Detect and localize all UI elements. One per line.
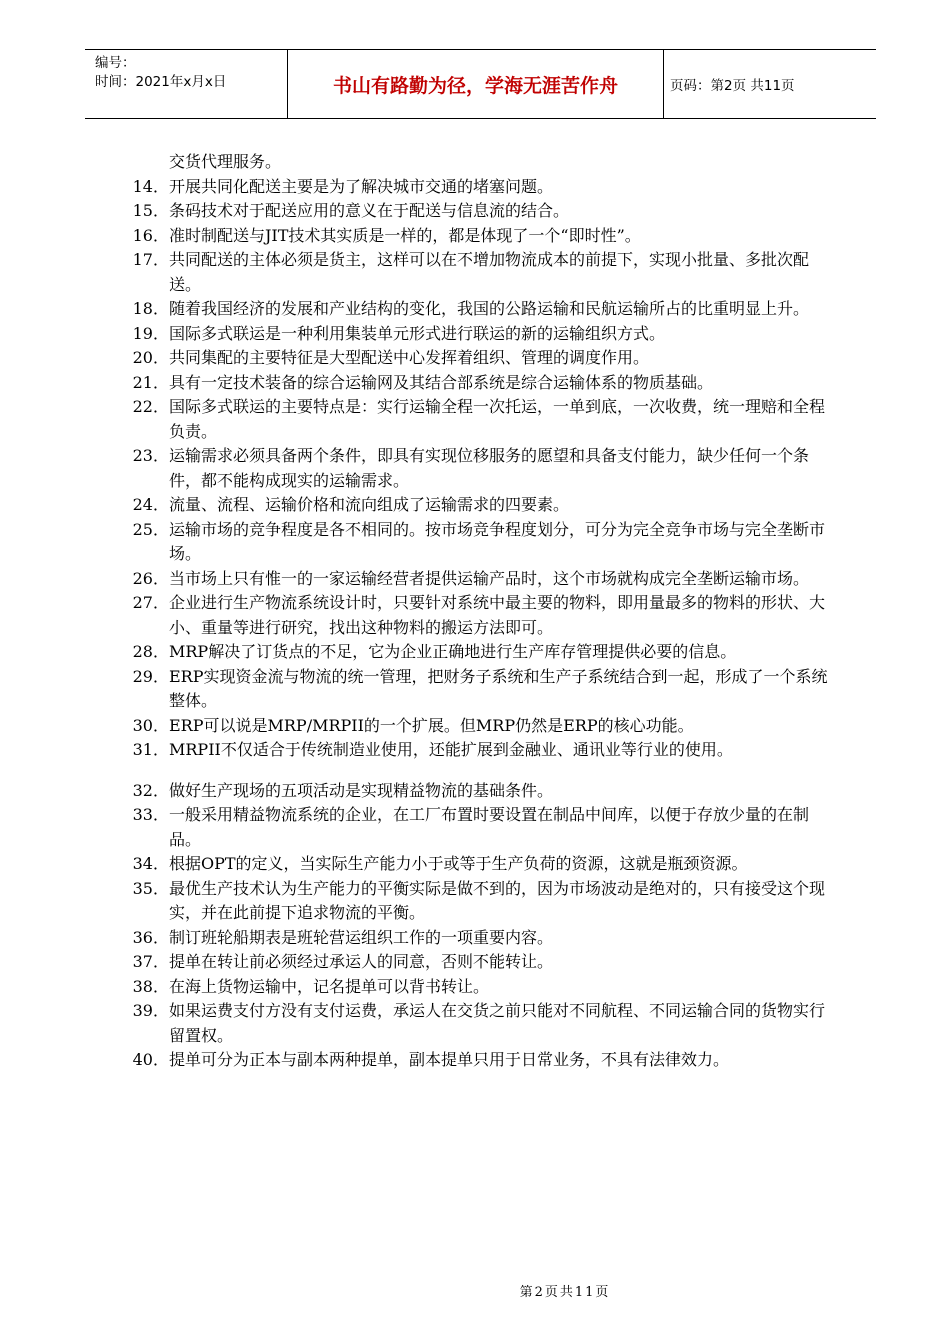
list-item <box>0 346 950 371</box>
list-item <box>0 248 950 297</box>
item-number: 17． <box>132 250 169 269</box>
item-number: 29． <box>132 666 169 686</box>
item-number: 35． <box>132 878 169 898</box>
list-item <box>0 493 950 518</box>
item-text: 做好生产现场的五项活动是实现精益物流的基础条件。 <box>169 780 554 800</box>
motto-text: 书山有路勤为径，学海无涯苦作舟 <box>332 74 618 97</box>
page-footer <box>0 1281 950 1300</box>
item-number: 37． <box>132 952 169 971</box>
item-text: ERP可以说是MRP/MRPII的一个扩展。但MRP仍然是ERP的核心功能。 <box>169 715 694 735</box>
item-number: 15． <box>132 201 169 220</box>
item-text: 共同集配的主要特征是大型配送中心发挥着组织、管理的调度作用。 <box>169 348 650 367</box>
list-item <box>0 444 950 493</box>
item-text: 具有一定技术装备的综合运输网及其结合部系统是综合运输体系的物质基础。 <box>169 372 714 392</box>
list-item <box>0 852 950 877</box>
item-text: 运输市场的竞争程度是各不相同的。按市场竞争程度划分，可分为完全竞争市场与完全垄断市场。 <box>169 519 826 563</box>
item-number: 30． <box>132 715 169 735</box>
item-number: 16． <box>132 225 169 245</box>
item-number: 28． <box>132 642 169 661</box>
header-page-info <box>670 50 795 118</box>
serial-label: 编号： <box>95 55 136 71</box>
item-number: 38． <box>132 976 169 996</box>
list-item <box>0 395 950 444</box>
item-text: 国际多式联运是一种利用集装单元形式进行联运的新的运输组织方式。 <box>169 323 666 343</box>
item-number: 26． <box>132 568 169 588</box>
list-item <box>0 877 950 926</box>
item-text: 提单在转让前必须经过承运人的同意，否则不能转让。 <box>169 952 554 971</box>
item-text: 随着我国经济的发展和产业结构的变化，我国的公路运输和民航运输所占的比重明显上升。 <box>169 299 810 318</box>
time-label: 时间：2021年x月x日 <box>95 74 227 90</box>
item-number: 40． <box>132 1050 169 1069</box>
list-item <box>0 999 950 1048</box>
item-text: 国际多式联运的主要特点是：实行运输全程一次托运，一单到底，一次收费，统一理赔和全程负责。 <box>169 397 826 441</box>
item-text: 流量、流程、运输价格和流向组成了运输需求的四要素。 <box>169 495 570 514</box>
item-text: 最优生产技术认为生产能力的平衡实际是做不到的，因为市场波动是绝对的，只有接受这个现实，并在此前提下追求物流的平衡。 <box>169 878 826 922</box>
item-number <box>0 150 169 175</box>
list-item <box>0 714 950 739</box>
item-number: 27． <box>132 593 169 612</box>
footer-page-number: 第2页共11页 <box>519 1285 611 1300</box>
page-info-text: 页码：第2页 共11页 <box>670 78 795 94</box>
header-motto-cell <box>287 50 664 118</box>
list-item <box>0 779 950 804</box>
item-text: 在海上货物运输中，记名提单可以背书转让。 <box>169 976 490 996</box>
list-item <box>0 371 950 396</box>
item-number: 34． <box>132 854 169 873</box>
item-text: 提单可分为正本与副本两种提单，副本提单只用于日常业务，不具有法律效力。 <box>169 1050 730 1069</box>
list-item <box>0 224 950 249</box>
item-number: 31． <box>132 740 169 759</box>
item-text: 制订班轮船期表是班轮营运组织工作的一项重要内容。 <box>169 927 554 947</box>
item-number: 36． <box>132 927 169 947</box>
item-text: 运输需求必须具备两个条件，即具有实现位移服务的愿望和具备支付能力，缺少任何一个条件，都不能构成现实的运输需求。 <box>169 446 810 490</box>
item-text: ERP实现资金流与物流的统一管理，把财务子系统和生产子系统结合到一起，形成了一个系统整体。 <box>169 666 828 710</box>
item-text: 如果运费支付方没有支付运费，承运人在交货之前只能对不同航程、不同运输合同的货物实行留置权。 <box>169 1001 826 1045</box>
item-number: 19． <box>132 323 169 343</box>
item-number: 21． <box>132 372 169 392</box>
item-number: 14． <box>132 176 169 196</box>
list-item <box>0 975 950 1000</box>
item-text: 共同配送的主体必须是货主，这样可以在不增加物流成本的前提下，实现小批量、多批次配送。 <box>169 250 810 294</box>
item-number: 22． <box>132 397 169 416</box>
item-text: 交货代理服务。 <box>169 152 282 171</box>
page-header <box>85 49 876 119</box>
list-item <box>0 803 950 852</box>
list-item <box>0 738 950 763</box>
item-text: 一般采用精益物流系统的企业，在工厂布置时要设置在制品中间库，以便于存放少量的在制品。 <box>169 805 810 849</box>
list-item <box>0 322 950 347</box>
item-number: 25． <box>132 519 169 539</box>
item-text: MRP解决了订货点的不足，它为企业正确地进行生产库存管理提供必要的信息。 <box>169 642 737 661</box>
list-item <box>0 175 950 200</box>
item-number: 32． <box>132 780 169 800</box>
item-number: 23． <box>132 446 169 465</box>
list-item <box>0 150 950 175</box>
item-number: 18． <box>132 299 169 318</box>
document-body <box>0 150 950 1073</box>
item-text: 当市场上只有惟一的一家运输经营者提供运输产品时，这个市场就构成完全垄断运输市场。 <box>169 568 810 588</box>
list-item <box>0 199 950 224</box>
header-meta <box>95 54 226 92</box>
item-text: 准时制配送与JIT技术其实质是一样的，都是体现了一个“即时性”。 <box>169 225 641 245</box>
item-text: 根据OPT的定义，当实际生产能力小于或等于生产负荷的资源，这就是瓶颈资源。 <box>169 854 748 873</box>
item-number: 20． <box>132 348 169 367</box>
list-item <box>0 950 950 975</box>
item-number: 39． <box>132 1001 169 1020</box>
list-item <box>0 567 950 592</box>
list-item <box>0 591 950 640</box>
item-text: 企业进行生产物流系统设计时，只要针对系统中最主要的物料，即用量最多的物料的形状、大小、重量等进行研究，找出这种物料的搬运方法即可。 <box>169 593 826 637</box>
list-item <box>0 297 950 322</box>
item-text: 条码技术对于配送应用的意义在于配送与信息流的结合。 <box>169 201 570 220</box>
item-text: MRPII不仅适合于传统制造业使用，还能扩展到金融业、通讯业等行业的使用。 <box>169 740 733 759</box>
list-item <box>0 640 950 665</box>
item-number: 33． <box>132 805 169 824</box>
item-number: 24． <box>132 495 169 514</box>
list-item <box>0 518 950 567</box>
list-item <box>0 1048 950 1073</box>
item-text: 开展共同化配送主要是为了解决城市交通的堵塞问题。 <box>169 176 554 196</box>
list-item <box>0 665 950 714</box>
list-item <box>0 926 950 951</box>
